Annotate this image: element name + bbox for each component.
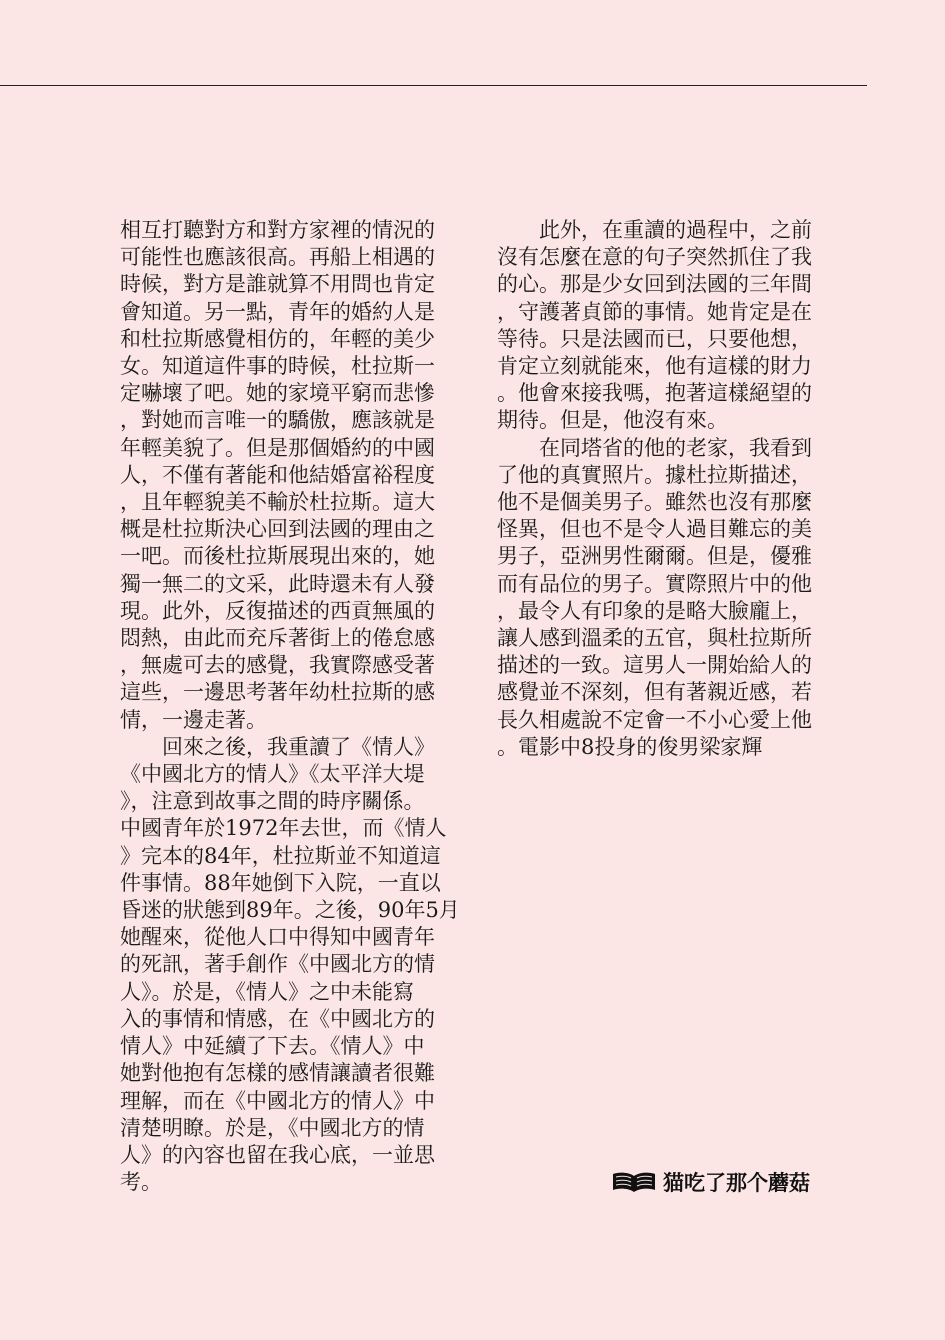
text-line: 怪異，但也不是令人過目難忘的美 [497,517,812,542]
text-line: 件事情。88年她倒下入院，一直以 [120,870,441,895]
text-line: 清楚明瞭。於是，《中國北方的情 [120,1115,425,1140]
text-line: 》，注意到故事之間的時序關係。 [120,789,425,814]
text-line: 了他的真實照片。據杜拉斯描述， [497,462,812,487]
text-line: 中國青年於1972年去世，而《情人 [120,816,447,841]
text-line: 回來之後，我重讀了《情人》 [120,734,435,759]
text-line: 感覺並不深刻，但有著親近感，若 [497,680,812,705]
text-line: 她對他抱有怎樣的感情讓讀者很難 [120,1061,435,1086]
text-line: ，對她而言唯一的驕傲，應該就是 [120,408,435,433]
text-line: 獨一無二的文采，此時還未有人發 [120,571,435,596]
text-line: 入的事情和情感，在《中國北方的 [120,1006,435,1031]
text-line: 概是杜拉斯決心回到法國的理由之 [120,517,435,542]
text-line: ，最令人有印象的是略大臉龐上， [497,598,812,623]
text-line: ，無處可去的感覺，我實際感受著 [120,653,435,678]
left-text-column [120,217,480,1196]
text-line: 男子，亞洲男性爾爾。但是，優雅 [497,544,812,569]
text-line: 長久相處說不定會一不小心愛上他 [497,707,812,732]
text-line: 期待。但是，他沒有來。 [497,408,728,433]
text-line: 等待。只是法國而已，只要他想， [497,326,812,351]
text-line: 沒有怎麼在意的句子突然抓住了我 [497,245,812,270]
header-rule [0,85,867,86]
text-line: 在同塔省的他的老家，我看到 [497,435,812,460]
author-signature [611,1167,810,1197]
text-line: 她醒來，從他人口中得知中國青年 [120,925,435,950]
text-line: 可能性也應該很高。再船上相遇的 [120,245,435,270]
text-line: 和杜拉斯感覺相仿的，年輕的美少 [120,326,435,351]
open-book-icon [611,1171,657,1193]
text-line: 的死訊，著手創作《中國北方的情 [120,952,435,977]
text-line: 年輕美貌了。但是那個婚約的中國 [120,435,435,460]
text-line: 人》的內容也留在我心底，一並思 [120,1142,435,1167]
text-line: 《中國北方的情人》《太平洋大堤 [120,762,425,787]
text-line: 讓人感到溫柔的五官，與杜拉斯所 [497,626,812,651]
text-line: 》完本的84年，杜拉斯並不知道這 [120,843,441,868]
text-line: 的心。那是少女回到法國的三年間 [497,272,812,297]
text-line: 會知道。另一點，青年的婚約人是 [120,299,435,324]
text-line: ，且年輕貌美不輸於杜拉斯。這大 [120,490,435,515]
text-line: 女。知道這件事的時候，杜拉斯一 [120,354,435,379]
text-line: 。他會來接我嗎，抱著這樣絕望的 [497,381,812,406]
text-line: 一吧。而後杜拉斯展現出來的，她 [120,544,435,569]
text-line: 定嚇壞了吧。她的家境平窮而悲慘 [120,381,435,406]
text-line: 悶熱，由此而充斥著街上的倦怠感 [120,626,435,651]
text-line: 他不是個美男子。雖然也沒有那麼 [497,490,812,515]
text-line: 現。此外，反復描述的西貢無風的 [120,598,435,623]
text-line: 昏迷的狀態到89年。之後，90年5月 [120,898,460,923]
text-line: 考。 [120,1170,162,1195]
text-line: 描述的一致。這男人一開始給人的 [497,653,812,678]
text-line: 此外，在重讀的過程中，之前 [497,218,812,242]
text-line: 人》。於是，《情人》之中未能寫 [120,979,414,1004]
text-line: 相互打聽對方和對方家裡的情況的 [120,218,435,242]
text-line: 情人》中延續了下去。《情人》中 [120,1034,425,1059]
text-line: 情，一邊走著。 [120,707,267,732]
signature-text: 猫吃了那个蘑菇 [663,1171,810,1195]
text-line: 。電影中8投身的俊男梁家輝 [497,734,763,759]
text-line: 人，不僅有著能和他結婚富裕程度 [120,462,435,487]
text-line: 時候，對方是誰就算不用問也肯定 [120,272,435,297]
text-line: 而有品位的男子。實際照片中的他 [497,571,812,596]
text-line: 這些，一邊思考著年幼杜拉斯的感 [120,680,435,705]
right-text-column [497,217,849,761]
text-line: 肯定立刻就能來，他有這樣的財力 [497,354,812,379]
text-line: ，守護著貞節的事情。她肯定是在 [497,299,812,324]
text-line: 理解，而在《中國北方的情人》中 [120,1088,435,1113]
